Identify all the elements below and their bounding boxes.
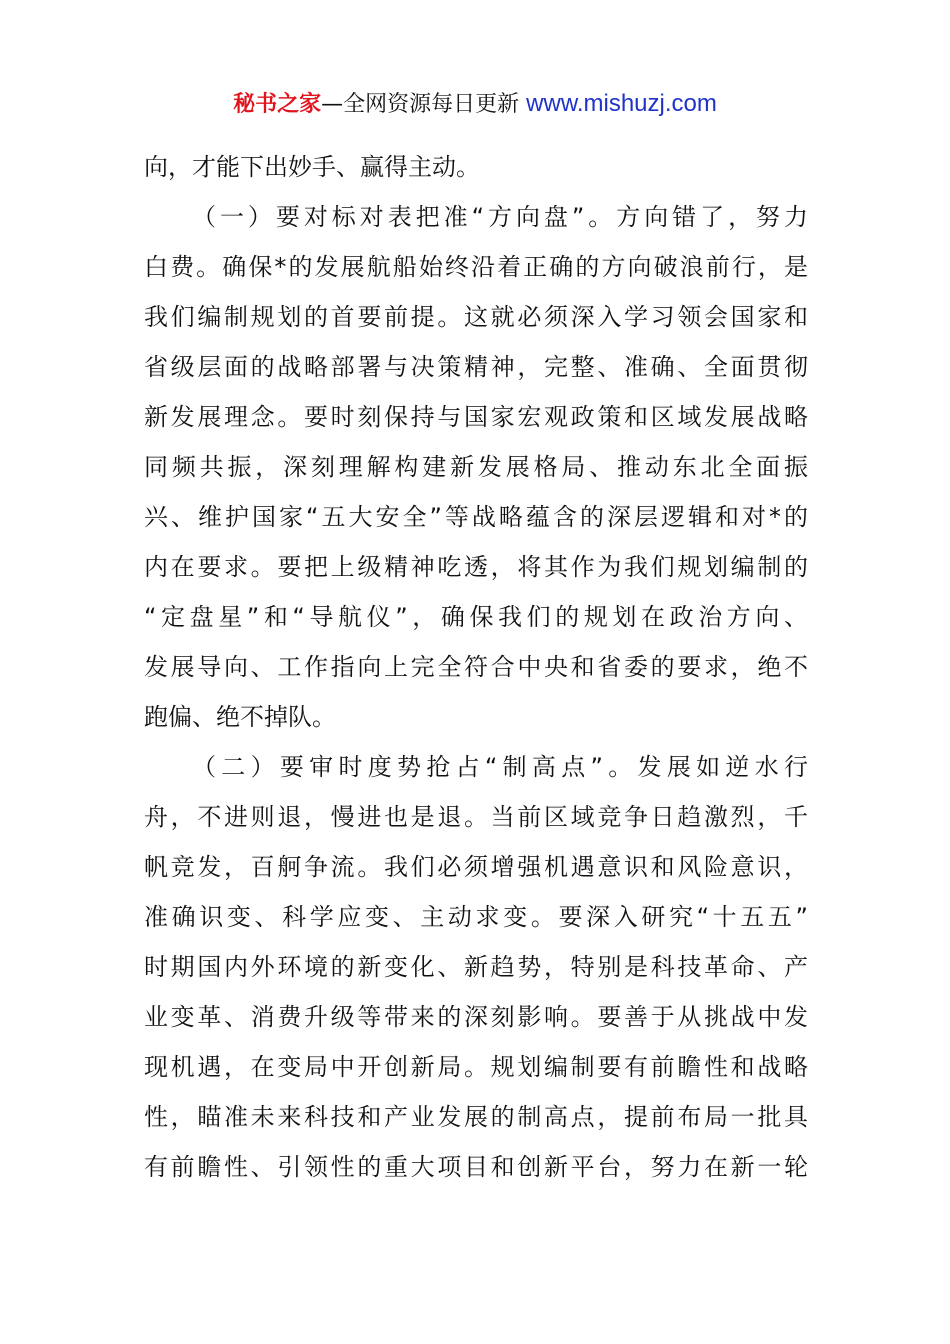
text-line: 兴、维护国家“五大安全”等战略蕴含的深层逻辑和对*的 xyxy=(144,503,808,531)
text-line: 准确识变、科学应变、主动求变。要深入研究“十五五” xyxy=(144,903,808,931)
brand-name: 秘书之家 xyxy=(233,92,322,117)
header-tagline: —全网资源每日更新 xyxy=(321,92,520,117)
text-line: 舟，不进则退，慢进也是退。当前区域竞争日趋激烈，千 xyxy=(144,803,808,831)
text-line: 省级层面的战略部署与决策精神，完整、准确、全面贯彻 xyxy=(144,353,808,381)
text-line: 我们编制规划的首要前提。这就必须深入学习领会国家和 xyxy=(144,303,808,331)
document-body xyxy=(144,142,808,1192)
text-line: 有前瞻性、引领性的重大项目和创新平台，努力在新一轮 xyxy=(144,1153,808,1181)
text-line: 同频共振，深刻理解构建新发展格局、推动东北全面振 xyxy=(144,453,808,481)
text-line: 发展导向、工作指向上完全符合中央和省委的要求，绝不 xyxy=(144,653,808,681)
paragraph-2-line: （二）要审时度势抢占“制高点”。发展如逆水行 xyxy=(192,753,808,781)
text-line: “定盘星”和“导航仪”，确保我们的规划在政治方向、 xyxy=(144,603,808,631)
text-line: 白费。确保*的发展航船始终沿着正确的方向破浪前行，是 xyxy=(144,253,808,281)
text-line: 性，瞄准未来科技和产业发展的制高点，提前布局一批具 xyxy=(144,1103,808,1131)
site-url-link[interactable]: www.mishuzj.com xyxy=(526,90,717,117)
text-line: 帆竞发，百舸争流。我们必须增强机遇意识和风险意识， xyxy=(144,853,808,881)
paragraph-1-line: （一）要对标对表把准“方向盘”。方向错了，努力 xyxy=(192,203,808,231)
text-line: 现机遇，在变局中开创新局。规划编制要有前瞻性和战略 xyxy=(144,1053,808,1081)
text-line: 时期国内外环境的新变化、新趋势，特别是科技革命、产 xyxy=(144,953,808,981)
text-line: 新发展理念。要时刻保持与国家宏观政策和区域发展战略 xyxy=(144,403,808,431)
text-line: 跑偏、绝不掉队。 xyxy=(144,703,336,731)
page-header xyxy=(0,88,950,121)
text-line: 向，才能下出妙手、赢得主动。 xyxy=(144,153,480,181)
text-line: 内在要求。要把上级精神吃透，将其作为我们规划编制的 xyxy=(144,553,808,581)
text-line: 业变革、消费升级等带来的深刻影响。要善于从挑战中发 xyxy=(144,1003,808,1031)
